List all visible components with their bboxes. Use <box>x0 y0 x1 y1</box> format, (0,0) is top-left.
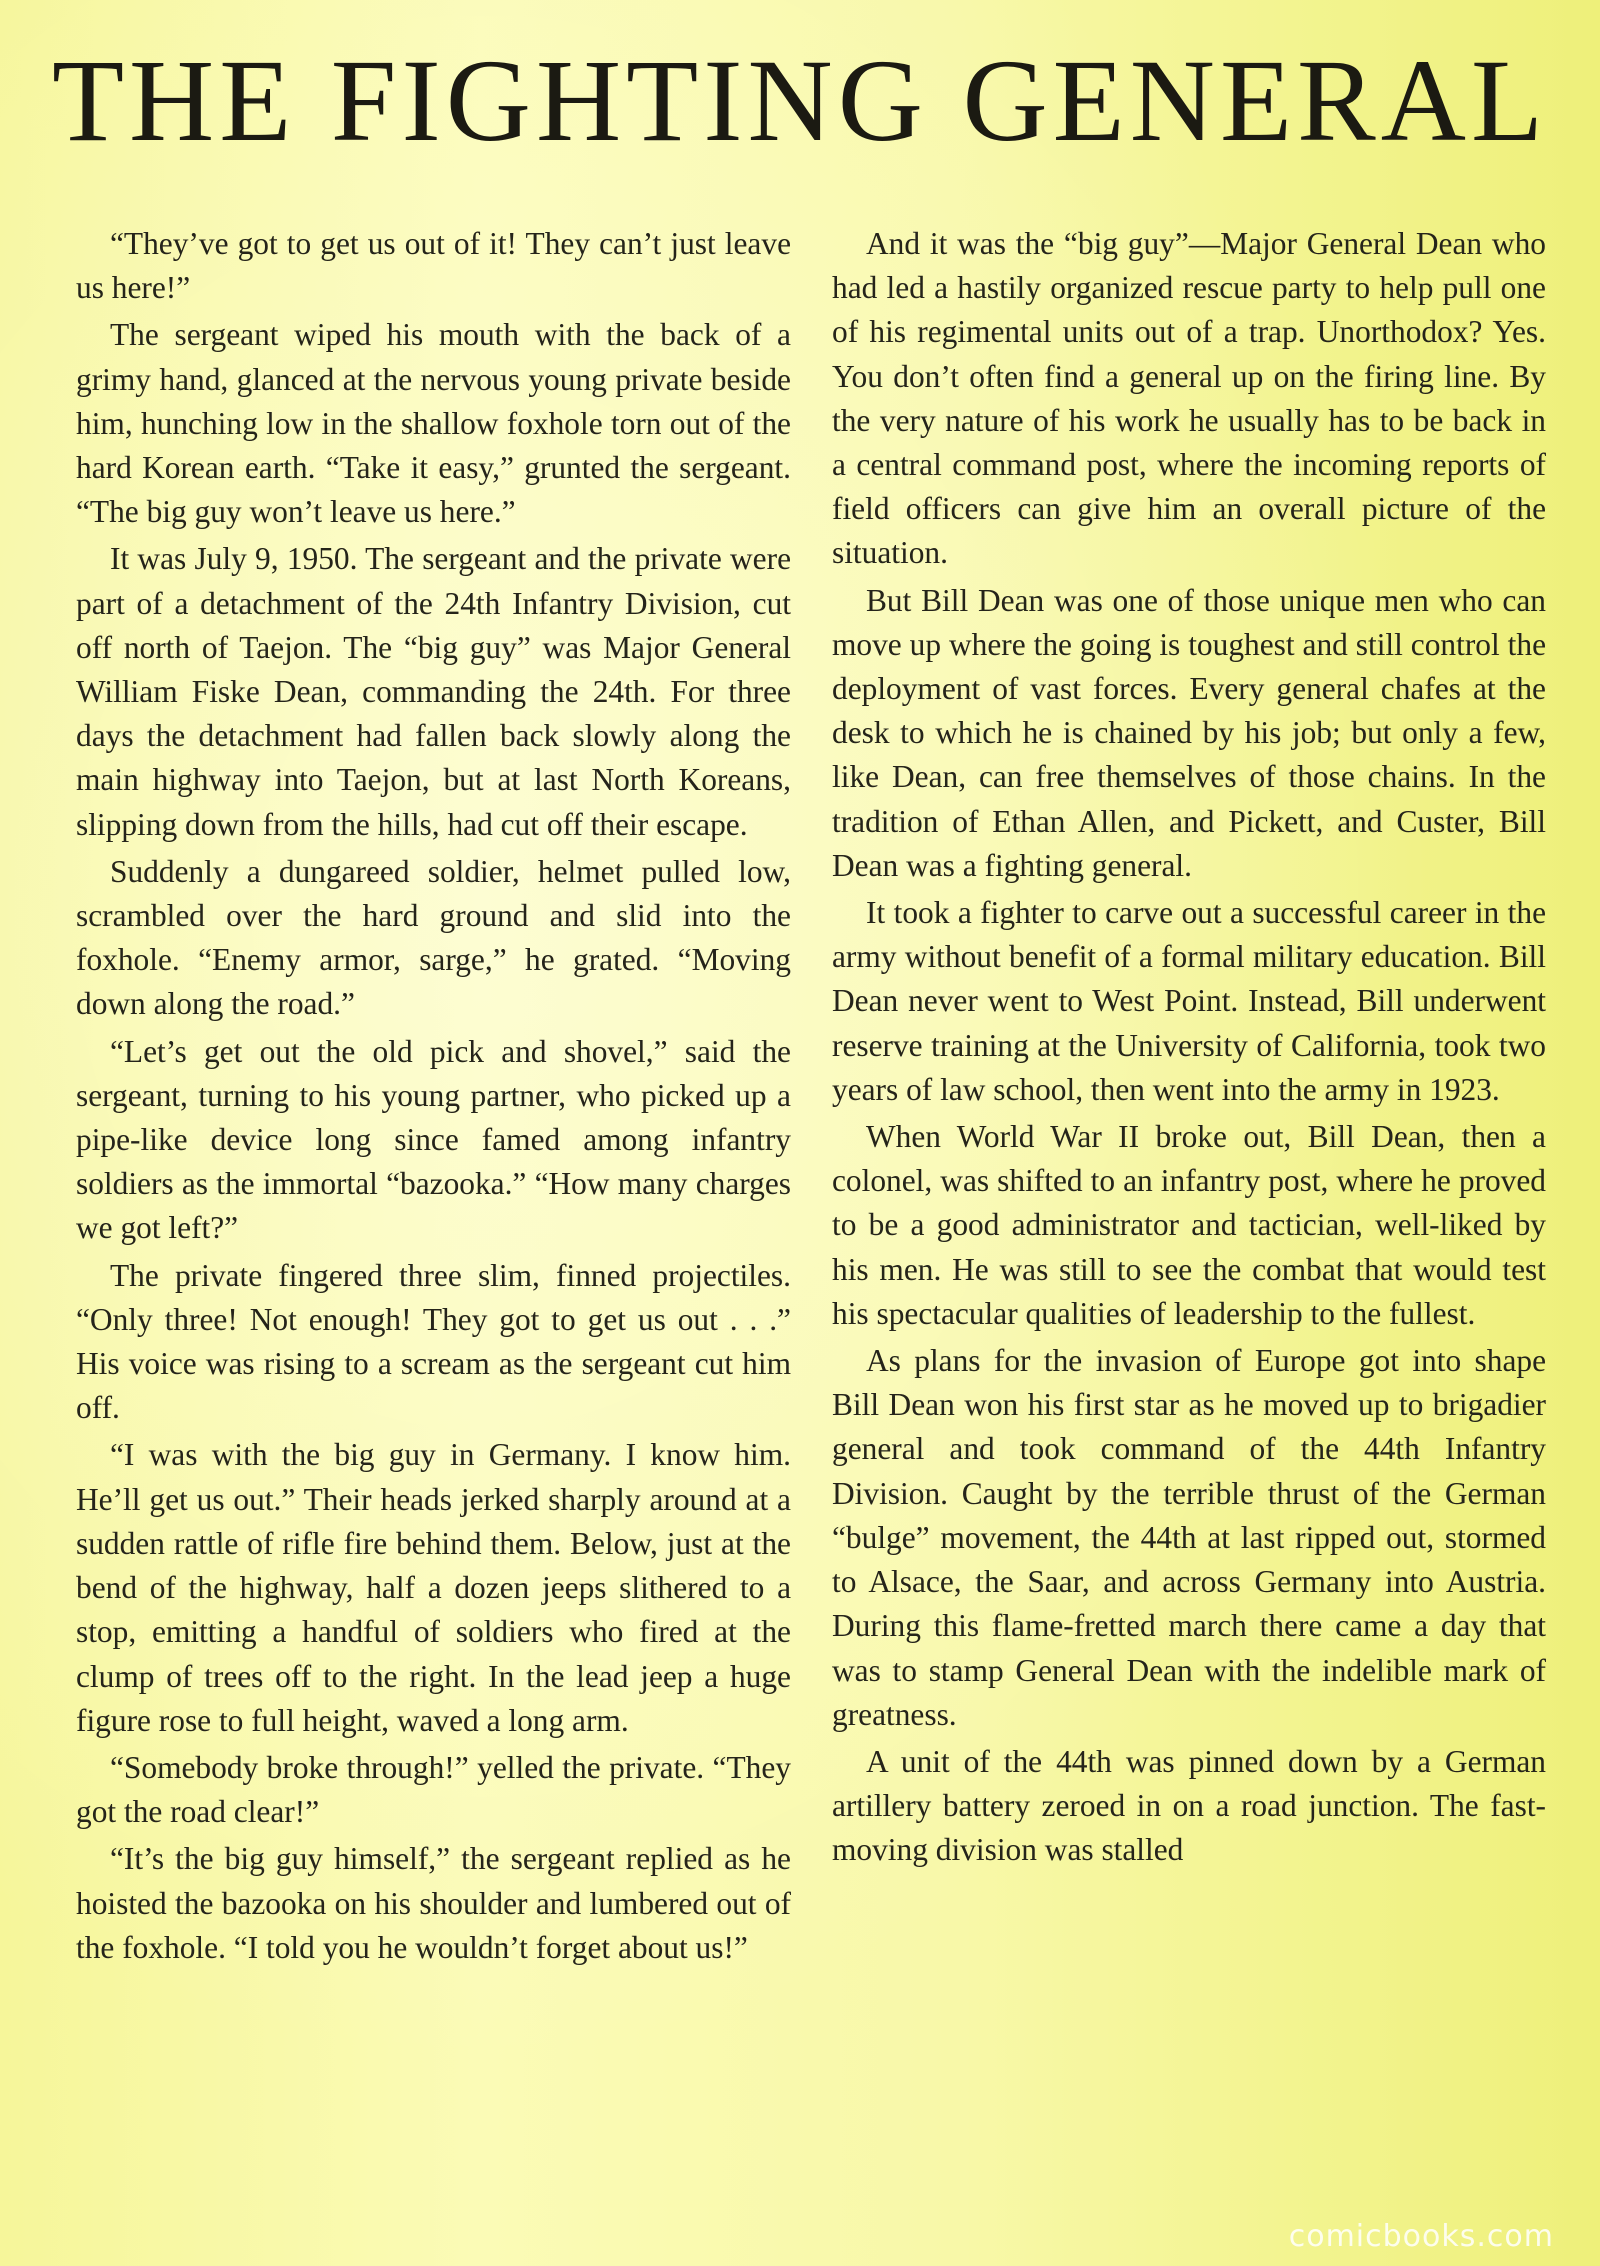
paragraph: “I was with the big guy in Germany. I know him. He’ll get us out.” Their heads jerked sharply around at a sudden rattle of rifle fire behind them. Below, just at the bend of the highway, half a dozen jeeps slithered to a stop, emitting a handful of soldiers who fired at the clump of trees off to the right. In the lead jeep a huge figure rose to full height, waved a long arm. <box>76 1437 791 1738</box>
left-column <box>76 222 791 1973</box>
paragraph: “It’s the big guy himself,” the sergeant replied as he hoisted the bazooka on his shoulder and lumbered out of the foxhole. “I told you he wouldn’t forget about us!” <box>76 1841 791 1965</box>
paragraph: The sergeant wiped his mouth with the back of a grimy hand, glanced at the nervous young private beside him, hunching low in the shallow foxhole torn out of the hard Korean earth. “Take it easy,” grunted the sergeant. “The big guy won’t leave us here.” <box>76 317 791 530</box>
paragraph: The private fingered three slim, finned projectiles. “Only three! Not enough! They got to get us out . . .” His voice was rising to a scream as the sergeant cut him off. <box>76 1257 791 1426</box>
paragraph: “They’ve got to get us out of it! They can’t just leave us here!” <box>76 226 791 306</box>
paragraph: And it was the “big guy”—Major General Dean who had led a hastily organized rescue party to help pull one of his regimental units out of a trap. Unorthodox? Yes. You don’t often find a general up on the firing line. By the very nature of his work he usually has to be back in a central command post, where the incoming reports of field officers can give him an overall picture of the situation. <box>832 226 1546 571</box>
paragraph: As plans for the invasion of Europe got into shape Bill Dean won his first star as he moved up to brigadier general and took command of the 44th Infantry Division. Caught by the terrible thrust of the German “bulge” movement, the 44th at last ripped out, stormed to Alsace, the Saar, and across Germany into Austria. During this flame-fretted march there came a day that was to stamp General Dean with the indelible mark of greatness. <box>832 1343 1546 1732</box>
paragraph: “Somebody broke through!” yelled the private. “They got the road clear!” <box>76 1749 791 1830</box>
watermark: comicbooks.com <box>1288 2219 1554 2254</box>
paragraph: But Bill Dean was one of those unique men who can move up where the going is toughest and still control the deployment of vast forces. Every general chafes at the desk to which he is chained by his job; but only a few, like Dean, can free themselves of those chains. In the tradition of Ethan Allen, and Pickett, and Custer, Bill Dean was a fighting general. <box>832 582 1546 883</box>
paragraph: When World War II broke out, Bill Dean, then a colonel, was shifted to an infantry post, where he proved to be a good administrator and tactician, well-liked by his men. He was still to see the combat that would test his spectacular qualities of leadership to the fullest. <box>832 1119 1546 1331</box>
paragraph: “Let’s get out the old pick and shovel,” said the sergeant, turning to his young partner, who picked up a pipe-like device long since famed among infantry soldiers as the immortal “bazooka.” “How many charges we got left?” <box>76 1033 791 1246</box>
paragraph: A unit of the 44th was pinned down by a German artillery battery zeroed in on a road junction. The fast-moving division was stalled <box>832 1743 1546 1868</box>
paragraph: Suddenly a dungareed soldier, helmet pulled low, scrambled over the hard ground and slid into the foxhole. “Enemy armor, sarge,” he grated. “Moving down along the road.” <box>76 853 791 1022</box>
paragraph: It took a fighter to carve out a successful career in the army without benefit of a formal military education. Bill Dean never went to West Point. Instead, Bill underwent reserve training at the University of California, took two years of law school, then went into the army in 1923. <box>832 895 1546 1107</box>
paragraph: It was July 9, 1950. The sergeant and the private were part of a detachment of the 24th Infantry Division, cut off north of Taejon. The “big guy” was Major General William Fiske Dean, commanding the 24th. For three days the detachment had fallen back slowly along the main highway into Taejon, but at last North Koreans, slipping down from the hills, had cut off their escape. <box>76 541 791 842</box>
article-title: THE FIGHTING GENERAL <box>51 35 1549 166</box>
right-column <box>832 222 1546 1876</box>
